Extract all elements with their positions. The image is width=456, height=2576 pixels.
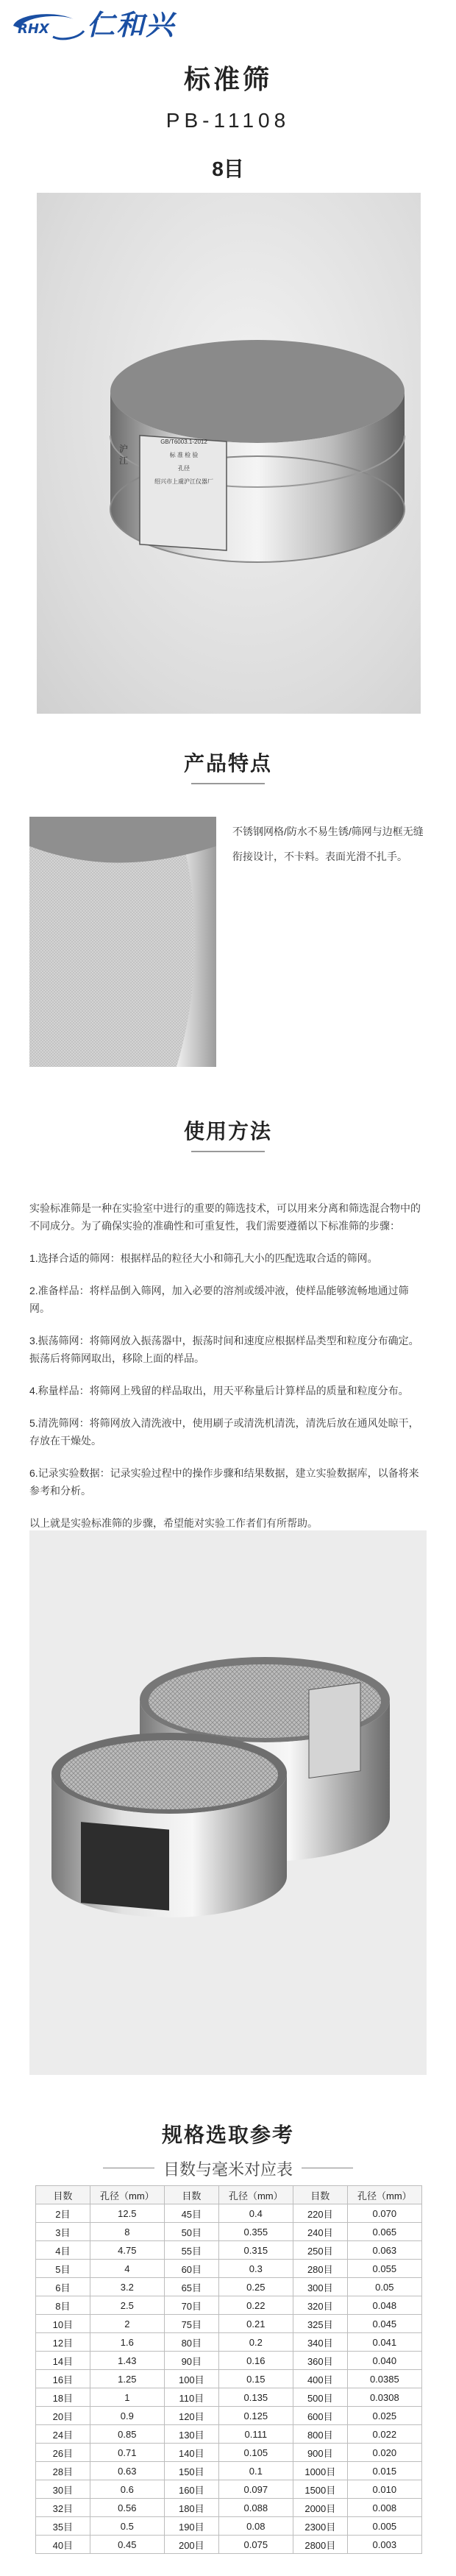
cell-aperture: 2.5	[90, 2296, 164, 2315]
cell-mesh: 10目	[36, 2315, 90, 2333]
cell-mesh: 190目	[164, 2517, 218, 2536]
cell-mesh: 140目	[164, 2444, 218, 2462]
logo-text: 仁和兴	[87, 10, 176, 41]
cell-mesh: 80目	[164, 2333, 218, 2352]
cell-aperture: 0.6	[90, 2480, 164, 2499]
cell-mesh: 65目	[164, 2278, 218, 2296]
cell-mesh: 35目	[36, 2517, 90, 2536]
two-sieves-image	[29, 1530, 427, 2075]
table-row	[36, 2388, 422, 2407]
cell-mesh: 325目	[293, 2315, 347, 2333]
table-row	[36, 2260, 422, 2278]
table-row	[36, 2425, 422, 2444]
cell-aperture: 0.4	[218, 2204, 293, 2223]
cell-mesh: 28目	[36, 2462, 90, 2480]
cell-aperture: 0.25	[218, 2278, 293, 2296]
cell-aperture: 0.003	[347, 2536, 421, 2554]
cell-mesh: 24目	[36, 2425, 90, 2444]
table-row	[36, 2352, 422, 2370]
table-row	[36, 2296, 422, 2315]
sieve-label-line: GB/T6003.1-2012	[160, 439, 207, 445]
cell-aperture: 0.5	[90, 2517, 164, 2536]
cell-aperture: 0.111	[218, 2425, 293, 2444]
usage-step: 2.准备样品：将样品倒入筛网，加入必要的溶剂或缓冲液，使样品能够流畅地通过筛网。	[29, 1285, 409, 1314]
cell-mesh: 16目	[36, 2370, 90, 2388]
cell-aperture: 0.125	[218, 2407, 293, 2425]
cell-mesh: 2300目	[293, 2517, 347, 2536]
cell-mesh: 340目	[293, 2333, 347, 2352]
cell-mesh: 400目	[293, 2370, 347, 2388]
cell-mesh: 250目	[293, 2241, 347, 2260]
features-heading: 产品特点	[183, 752, 272, 775]
cell-aperture: 0.008	[347, 2499, 421, 2517]
cell-mesh: 240目	[293, 2223, 347, 2241]
table-header-row	[36, 2186, 422, 2204]
cell-mesh: 3目	[36, 2223, 90, 2241]
cell-mesh: 75目	[164, 2315, 218, 2333]
table-row	[36, 2407, 422, 2425]
cell-aperture: 1.6	[90, 2333, 164, 2352]
cell-aperture: 0.005	[347, 2517, 421, 2536]
cell-mesh: 300目	[293, 2278, 347, 2296]
cell-aperture: 0.088	[218, 2499, 293, 2517]
cell-mesh: 150目	[164, 2462, 218, 2480]
cell-mesh: 6目	[36, 2278, 90, 2296]
cell-mesh: 55目	[164, 2241, 218, 2260]
cell-aperture: 1.25	[90, 2370, 164, 2388]
usage-step: 5.清洗筛网：将筛网放入清洗液中，使用刷子或清洗机清洗，清洗后放在通风处晾干，存放在干燥处。	[29, 1417, 419, 1447]
cell-mesh: 100目	[164, 2370, 218, 2388]
cell-mesh: 4目	[36, 2241, 90, 2260]
cell-aperture: 0.0308	[347, 2388, 421, 2407]
usage-step: 1.选择合适的筛网：根据样品的粒径大小和筛孔大小的匹配选取合适的筛网。	[29, 1252, 378, 1264]
cell-mesh: 5目	[36, 2260, 90, 2278]
table-row	[36, 2333, 422, 2352]
table-row	[36, 2223, 422, 2241]
cell-aperture: 0.048	[347, 2296, 421, 2315]
cell-aperture: 4	[90, 2260, 164, 2278]
cell-mesh: 12目	[36, 2333, 90, 2352]
table-row	[36, 2204, 422, 2223]
svg-text:RHX: RHX	[18, 21, 49, 37]
cell-aperture: 4.75	[90, 2241, 164, 2260]
sieve-label-line: 标 准 检 验	[169, 452, 199, 458]
col-header-mm: 孔径（mm）	[90, 2186, 164, 2204]
table-row	[36, 2462, 422, 2480]
cell-aperture: 12.5	[90, 2204, 164, 2223]
sieve-label-line: 孔径	[178, 465, 190, 472]
cell-aperture: 0.025	[347, 2407, 421, 2425]
table-row	[36, 2517, 422, 2536]
cell-mesh: 50目	[164, 2223, 218, 2241]
col-header-mesh: 目数	[164, 2186, 218, 2204]
cell-aperture: 0.135	[218, 2388, 293, 2407]
usage-step: 6.记录实验数据：记录实验过程中的操作步骤和结果数据，建立实验数据库，以备将来参考和分析。	[29, 1467, 419, 1497]
table-row	[36, 2315, 422, 2333]
cell-mesh: 14目	[36, 2352, 90, 2370]
table-row	[36, 2241, 422, 2260]
col-header-mm: 孔径（mm）	[347, 2186, 421, 2204]
mesh-size-table	[35, 2185, 422, 2554]
cell-mesh: 20目	[36, 2407, 90, 2425]
cell-mesh: 130目	[164, 2425, 218, 2444]
spec-heading: 规格选取参考	[161, 2123, 294, 2146]
table-row	[36, 2499, 422, 2517]
cell-mesh: 45目	[164, 2204, 218, 2223]
cell-mesh: 60目	[164, 2260, 218, 2278]
product-image	[37, 193, 421, 714]
cell-mesh: 360目	[293, 2352, 347, 2370]
cell-aperture: 0.041	[347, 2333, 421, 2352]
cell-aperture: 0.063	[347, 2241, 421, 2260]
cell-aperture: 0.71	[90, 2444, 164, 2462]
cell-mesh: 120目	[164, 2407, 218, 2425]
cell-mesh: 180目	[164, 2499, 218, 2517]
cell-aperture: 8	[90, 2223, 164, 2241]
cell-mesh: 110目	[164, 2388, 218, 2407]
mesh-size: 8目	[212, 157, 244, 180]
cell-aperture: 0.055	[347, 2260, 421, 2278]
cell-aperture: 0.045	[347, 2315, 421, 2333]
table-title: 目数与毫米对应表	[163, 2160, 293, 2179]
cell-aperture: 0.2	[218, 2333, 293, 2352]
cell-mesh: 2000目	[293, 2499, 347, 2517]
heading-divider	[191, 783, 265, 784]
cell-aperture: 0.075	[218, 2536, 293, 2554]
usage-intro: 实验标准筛是一种在实验室中进行的重要的筛选技术，可以用来分离和筛选混合物中的不同成分。为了确保实验的准确性和可重复性，我们需要遵循以下标准筛的步骤：	[29, 1202, 421, 1232]
cell-mesh: 2目	[36, 2204, 90, 2223]
table-body	[36, 2204, 422, 2554]
cell-aperture: 0.070	[347, 2204, 421, 2223]
cell-aperture: 0.56	[90, 2499, 164, 2517]
cell-aperture: 0.097	[218, 2480, 293, 2499]
col-header-mesh: 目数	[36, 2186, 90, 2204]
cell-mesh: 70目	[164, 2296, 218, 2315]
cell-mesh: 90目	[164, 2352, 218, 2370]
heading-divider	[191, 1151, 265, 1152]
model-number: PB-11108	[165, 109, 291, 132]
cell-aperture: 0.022	[347, 2425, 421, 2444]
cell-aperture: 0.45	[90, 2536, 164, 2554]
sieve-label-line: 绍兴市上虞沪江仪器厂	[154, 478, 213, 485]
usage-heading: 使用方法	[183, 1120, 272, 1143]
cell-aperture: 0.015	[347, 2462, 421, 2480]
cell-aperture: 0.85	[90, 2425, 164, 2444]
cell-aperture: 0.16	[218, 2352, 293, 2370]
cell-aperture: 0.020	[347, 2444, 421, 2462]
cell-aperture: 0.0385	[347, 2370, 421, 2388]
cell-aperture: 0.22	[218, 2296, 293, 2315]
cell-aperture: 0.1	[218, 2462, 293, 2480]
cell-mesh: 32目	[36, 2499, 90, 2517]
col-header-mesh: 目数	[293, 2186, 347, 2204]
cell-mesh: 280目	[293, 2260, 347, 2278]
cell-aperture: 0.065	[347, 2223, 421, 2241]
cell-mesh: 600目	[293, 2407, 347, 2425]
cell-mesh: 1500目	[293, 2480, 347, 2499]
cell-mesh: 160目	[164, 2480, 218, 2499]
cell-aperture: 2	[90, 2315, 164, 2333]
cell-aperture: 0.040	[347, 2352, 421, 2370]
features-text: 不锈钢网格/防水不易生锈/筛网与边框无缝衔接设计，不卡料。表面光滑不扎手。	[232, 826, 424, 862]
usage-outro: 以上就是实验标准筛的步骤，希望能对实验工作者们有所帮助。	[29, 1517, 318, 1529]
usage-steps	[29, 1199, 427, 1547]
cell-mesh: 26目	[36, 2444, 90, 2462]
cell-mesh: 500目	[293, 2388, 347, 2407]
table-row	[36, 2480, 422, 2499]
cell-aperture: 0.9	[90, 2407, 164, 2425]
cell-aperture: 0.355	[218, 2223, 293, 2241]
cell-mesh: 1000目	[293, 2462, 347, 2480]
page-title: 标准筛	[183, 64, 272, 94]
cell-mesh: 220目	[293, 2204, 347, 2223]
cell-mesh: 40目	[36, 2536, 90, 2554]
cell-aperture: 0.315	[218, 2241, 293, 2260]
cell-mesh: 200目	[164, 2536, 218, 2554]
table-row	[36, 2536, 422, 2554]
cell-aperture: 0.15	[218, 2370, 293, 2388]
cell-aperture: 0.21	[218, 2315, 293, 2333]
cell-aperture: 1.43	[90, 2352, 164, 2370]
cell-mesh: 320目	[293, 2296, 347, 2315]
table-row	[36, 2278, 422, 2296]
table-row	[36, 2370, 422, 2388]
cell-mesh: 8目	[36, 2296, 90, 2315]
sieve-side-text: 沪江	[119, 444, 129, 466]
mesh-closeup-image	[29, 817, 216, 1067]
cell-aperture: 0.105	[218, 2444, 293, 2462]
cell-mesh: 2800目	[293, 2536, 347, 2554]
cell-aperture: 0.08	[218, 2517, 293, 2536]
brand-logo	[10, 9, 202, 43]
cell-mesh: 30目	[36, 2480, 90, 2499]
cell-mesh: 18目	[36, 2388, 90, 2407]
cell-mesh: 800目	[293, 2425, 347, 2444]
col-header-mm: 孔径（mm）	[218, 2186, 293, 2204]
cell-aperture: 0.3	[218, 2260, 293, 2278]
table-row	[36, 2444, 422, 2462]
cell-aperture: 3.2	[90, 2278, 164, 2296]
cell-mesh: 900目	[293, 2444, 347, 2462]
cell-aperture: 1	[90, 2388, 164, 2407]
cell-aperture: 0.05	[347, 2278, 421, 2296]
usage-step: 3.振荡筛网：将筛网放入振荡器中，振荡时间和速度应根据样品类型和粒度分布确定。振荡后将筛网取出，移除上面的样品。	[29, 1335, 419, 1364]
cell-aperture: 0.63	[90, 2462, 164, 2480]
usage-step: 4.称量样品：将筛网上残留的样品取出，用天平称量后计算样品的质量和粒度分布。	[29, 1385, 409, 1397]
cell-aperture: 0.010	[347, 2480, 421, 2499]
